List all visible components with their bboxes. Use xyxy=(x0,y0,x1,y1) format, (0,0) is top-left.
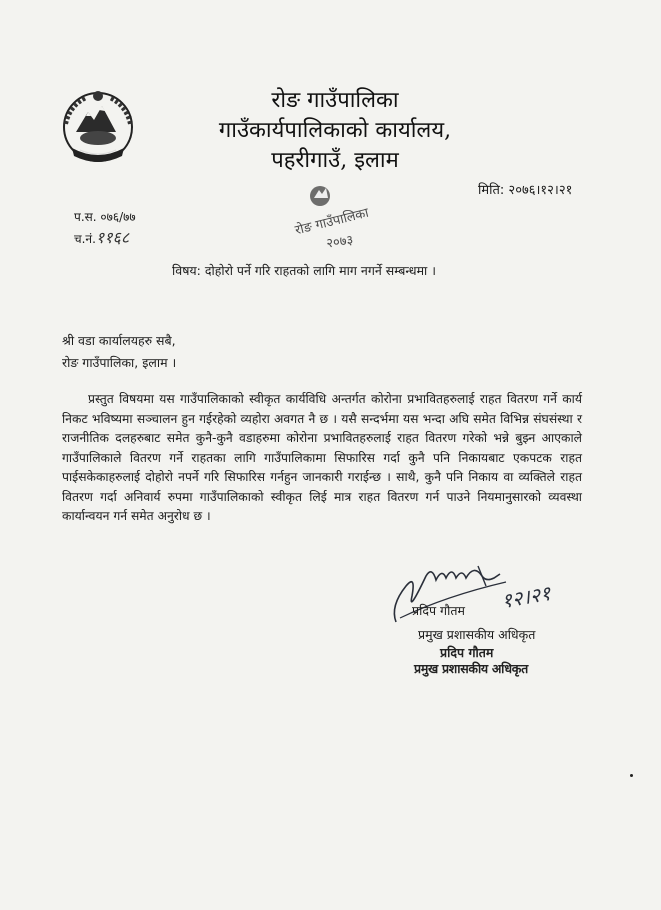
seal-year: २०७३ xyxy=(325,232,355,252)
letterhead-office-name: गाउँकार्यपालिकाको कार्यालय, xyxy=(218,118,452,143)
letter-body: प्रस्तुत विषयमा यस गाउँपालिकाको स्वीकृत कार्यविधि अन्तर्गत कोरोना प्रभावितहरुलाई राहत वितरण गर्ने कार्य निकट भविष्यमा सञ्चालन हुन गईरहेको व्यहोरा अवगत नै छ । यसै सन्दर्भमा यस भन्दा अघि समेत विभिन्न संघसंस्था र राजनीतिक दलहरुबाट समेत कुनै-कुनै वडाहरुमा कोरोना प्रभावितहरुलाई राहत वितरण गरेको भन्ने बुझ्न आएकाले गाउँपालिकाले वितरण गर्ने राहतका लागि गाउँपालिकामा सिफारिस गर्दा कुनै पनि निकायबाट एकपटक राहत पाईसकेकाहरुलाई दोहोरो नपर्ने गरि सिफारिस गर्नहुन जानकारी गराईन्छ । साथै, कुनै पनि निकाय वा व्यक्तिले राहत वितरण गर्दा अनिवार्य रुपमा गाउँपालिकाको स्वीकृत लिई मात्र राहत वितरण गर्न पाउने नियमानुसारको व्यवस्था कार्यान्वयन गर्न समेत अनुरोध छ । xyxy=(62,392,582,523)
letterhead-municipality-name: रोङ गाउँपालिका xyxy=(271,88,399,113)
addressee-line-1: श्री वडा कार्यालयहरु सबै, xyxy=(62,333,176,348)
seal-name: रोङ गाउँपालिका xyxy=(293,205,371,239)
seal-stamp-icon xyxy=(288,180,388,252)
letter-date: मिति: २०७६।१२।२१ xyxy=(478,183,573,198)
nepal-emblem-icon xyxy=(56,86,140,168)
stamp-name: प्रदिप गौतम xyxy=(440,645,494,660)
paper-speck xyxy=(630,774,633,777)
signatory-name: प्रदिप गौतम xyxy=(412,603,465,618)
patra-sankhya: प.स. ०७६/७७ xyxy=(74,210,136,224)
signature-date: १२।२१ xyxy=(499,580,553,614)
letter-subject: विषय: दोहोरो पर्ने गरि राहतको लागि माग नगर्ने सम्बन्धमा । xyxy=(172,263,437,278)
chalani-label: च.नं. xyxy=(74,232,96,246)
addressee-line-2: रोङ गाउँपालिका, इलाम । xyxy=(62,355,177,370)
letterhead-address: पहरीगाउँ, इलाम xyxy=(271,148,399,173)
chalani-value: ११६८ xyxy=(95,228,130,247)
stamp-designation: प्रमुख प्रशासकीय अधिकृत xyxy=(414,661,528,676)
chalani-number xyxy=(74,226,129,248)
signatory-designation: प्रमुख प्रशासकीय अधिकृत xyxy=(418,627,536,642)
